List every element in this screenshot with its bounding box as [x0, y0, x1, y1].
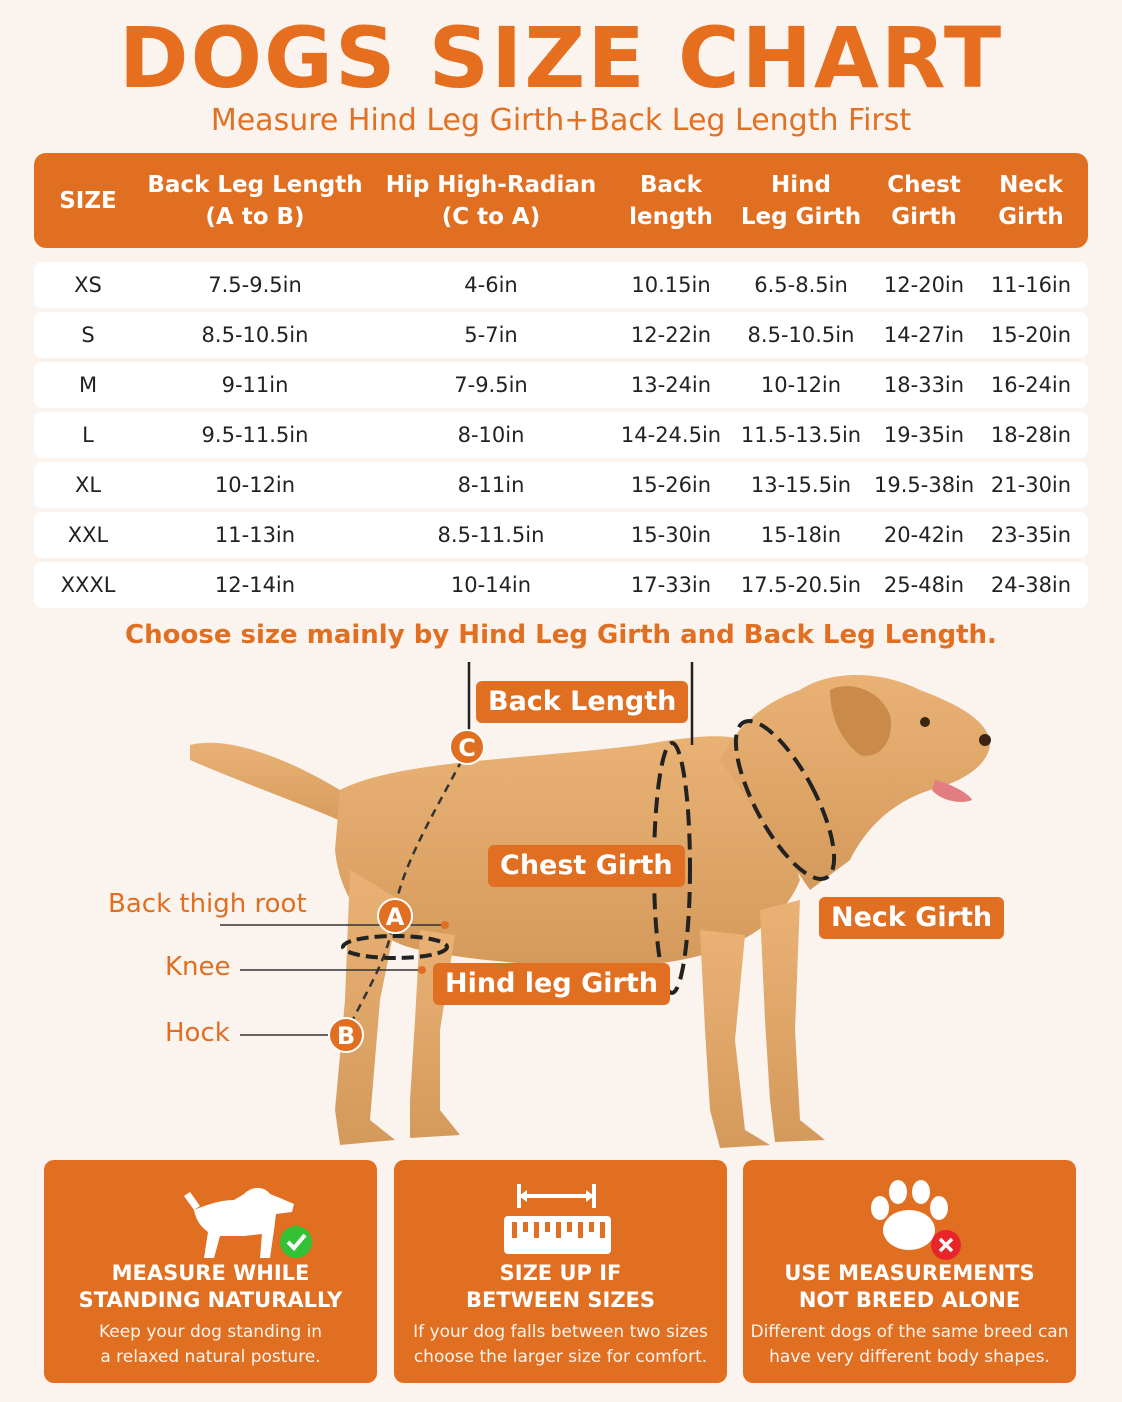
table-cell: 8.5-10.5in: [747, 323, 855, 347]
table-cell: 11-16in: [990, 273, 1072, 297]
table-cell: 23-35in: [990, 523, 1072, 547]
table-cell: 4-6in: [464, 273, 518, 297]
card-text: Different dogs of the same breed can have very different body shapes.: [750, 1322, 1069, 1367]
tip-card-measure-standing: [44, 1160, 377, 1383]
table-cell: 14-24.5in: [620, 423, 722, 447]
table-cell: 11.5-13.5in: [740, 423, 862, 447]
table-cell: 24-38in: [990, 573, 1072, 597]
chest-girth-tag: Chest Girth: [488, 845, 685, 887]
dog-check-icon: [44, 1170, 377, 1265]
table-cell: 12-20in: [883, 273, 965, 297]
ruler-icon: [394, 1170, 727, 1265]
point-b-label: B: [336, 1022, 356, 1050]
paw-x-icon: [743, 1170, 1076, 1265]
table-cell: 8.5-10.5in: [201, 323, 309, 347]
table-cell: 17-33in: [630, 573, 712, 597]
table-cell: 7.5-9.5in: [208, 273, 302, 297]
table-cell: 12-14in: [214, 573, 296, 597]
table-cell: 13-24in: [630, 373, 712, 397]
header-neck-girth: Neck Girth: [998, 171, 1064, 230]
back-length-tag: Back Length: [476, 681, 688, 723]
table-cell: 20-42in: [883, 523, 965, 547]
knee-label: Knee: [165, 952, 231, 982]
check-badge: [280, 1226, 312, 1258]
table-row: [34, 262, 1088, 308]
hind-leg-girth-tag: Hind leg Girth: [433, 963, 670, 1005]
table-cell: 18-33in: [883, 373, 965, 397]
back-thigh-root-label: Back thigh root: [108, 889, 307, 919]
table-cell: 11-13in: [214, 523, 296, 547]
table-cell: 12-22in: [630, 323, 712, 347]
table-cell: 5-7in: [464, 323, 518, 347]
table-cell: XL: [74, 473, 102, 497]
table-cell: 15-26in: [630, 473, 712, 497]
table-cell: 9-11in: [221, 373, 289, 397]
page-title: DOGS SIZE CHART: [118, 9, 1004, 107]
card-title: MEASURE WHILE STANDING NATURALLY: [78, 1261, 343, 1312]
header-back-length: Back length: [629, 171, 713, 230]
header-hind-leg-girth: Hind Leg Girth: [740, 171, 862, 230]
table-cell: 15-18in: [760, 523, 842, 547]
table-cell: XXXL: [60, 573, 116, 597]
header-hip-high-radian: Hip High-Radian (C to A): [385, 171, 597, 230]
card-title: SIZE UP IF BETWEEN SIZES: [465, 1261, 656, 1312]
table-cell: L: [82, 423, 94, 447]
table-cell: 10-12in: [214, 473, 296, 497]
header-back-leg-length: Back Leg Length (A to B): [147, 171, 363, 230]
table-row: [34, 312, 1088, 358]
table-cell: 7-9.5in: [454, 373, 528, 397]
table-cell: 10.15in: [631, 273, 711, 297]
table-cell: M: [78, 373, 98, 397]
table-cell: XXL: [67, 523, 109, 547]
table-row: [34, 462, 1088, 508]
table-row: [34, 362, 1088, 408]
table-row: [34, 562, 1088, 608]
header-chest-girth: Chest Girth: [887, 171, 961, 230]
card-title: USE MEASUREMENTS NOT BREED ALONE: [784, 1261, 1035, 1312]
table-cell: 18-28in: [990, 423, 1072, 447]
header-size: SIZE: [59, 187, 117, 214]
table-cell: XS: [74, 273, 102, 297]
table-cell: 19.5-38in: [874, 473, 975, 497]
table-cell: 19-35in: [883, 423, 965, 447]
table-cell: 17.5-20.5in: [740, 573, 862, 597]
table-cell: 6.5-8.5in: [754, 273, 848, 297]
hock-label: Hock: [165, 1018, 230, 1048]
table-cell: 10-12in: [760, 373, 842, 397]
point-a-label: A: [385, 903, 405, 931]
table-cell: 8-10in: [457, 423, 525, 447]
table-cell: 9.5-11.5in: [201, 423, 309, 447]
table-cell: 8.5-11.5in: [437, 523, 545, 547]
thigh-root-dot: [441, 921, 449, 929]
point-c-label: C: [458, 734, 476, 762]
table-cell: 15-20in: [990, 323, 1072, 347]
size-note: Choose size mainly by Hind Leg Girth and Back Leg Length.: [125, 620, 997, 650]
table-row: [34, 512, 1088, 558]
table-cell: 16-24in: [990, 373, 1072, 397]
size-table-header: [34, 153, 1088, 248]
table-row: [34, 412, 1088, 458]
card-text: Keep your dog standing in a relaxed natural posture.: [98, 1322, 323, 1367]
table-cell: 14-27in: [883, 323, 965, 347]
tip-card-size-up: [394, 1160, 727, 1383]
table-cell: 21-30in: [990, 473, 1072, 497]
knee-dot: [418, 966, 426, 974]
tip-card-measurements: [743, 1160, 1076, 1383]
table-cell: 25-48in: [883, 573, 965, 597]
card-text: If your dog falls between two sizes choose the larger size for comfort.: [413, 1322, 708, 1367]
table-cell: 13-15.5in: [750, 473, 852, 497]
page-subtitle: Measure Hind Leg Girth+Back Leg Length First: [210, 103, 912, 138]
neck-girth-tag: Neck Girth: [819, 897, 1004, 939]
table-cell: 10-14in: [450, 573, 532, 597]
table-cell: 8-11in: [457, 473, 525, 497]
table-cell: 15-30in: [630, 523, 712, 547]
table-cell: S: [81, 323, 95, 347]
